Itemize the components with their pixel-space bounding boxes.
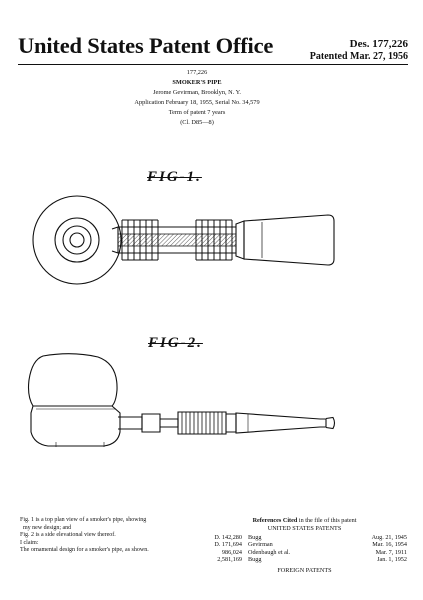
application-line: Application February 18, 1955, Serial No. 34,579 (134, 99, 260, 106)
references-title: References Cited in the file of this patent (252, 517, 357, 524)
fig1-mouthpiece (244, 215, 334, 265)
fig2-stem (118, 412, 236, 434)
description-line: Fig. 2 is a side elevational view thereof. (20, 532, 116, 539)
references-table (202, 534, 407, 564)
fig1-plan-view (33, 196, 334, 284)
patent-number: 177,226 (186, 69, 208, 76)
fig2-side-view (29, 354, 335, 447)
table-row: D. 171,694 Gevirman Mar. 16, 1954 (214, 541, 407, 549)
references-block (202, 517, 407, 574)
classification-line: (Cl. D85—8) (180, 119, 214, 126)
us-patents-heading: UNITED STATES PATENTS (267, 525, 342, 532)
table-row: 2,581,169 Bugg Jan. 1, 1952 (217, 556, 407, 564)
claim-heading: I claim: (20, 539, 39, 546)
description-line: Fig. 1 is a top plan view of a smoker's pipe, showing (20, 517, 147, 523)
claim-text: The ornamental design for a smoker's pipe, as shown. (20, 547, 149, 554)
fig1-shank (112, 220, 244, 260)
table-row: 986,024 Odenbaugh et al. Mar. 7, 1911 (221, 548, 407, 556)
patented-date: Patented Mar. 27, 1956 (309, 51, 408, 62)
term-line: Term of patent 7 years (168, 109, 226, 116)
fig1-bowl (33, 196, 121, 284)
table-row: D. 142,280 Bugg Aug. 21, 1945 (214, 534, 407, 541)
design-number: Des. 177,226 (349, 38, 408, 50)
fig2-bowl (29, 354, 121, 447)
fig2-mouthpiece (236, 413, 335, 433)
description-block (20, 517, 195, 555)
patent-title: SMOKER'S PIPE (172, 79, 222, 86)
office-title: United States Patent Office (18, 33, 274, 58)
inventor-line: Jerome Gevirman, Brooklyn, N. Y. (153, 89, 241, 96)
fig2-label: FIG-2. (148, 335, 203, 351)
foreign-patents-heading: FOREIGN PATENTS (277, 566, 332, 574)
fig1-label: FIG-1. (147, 169, 202, 185)
description-line: my new design; and (23, 524, 72, 531)
